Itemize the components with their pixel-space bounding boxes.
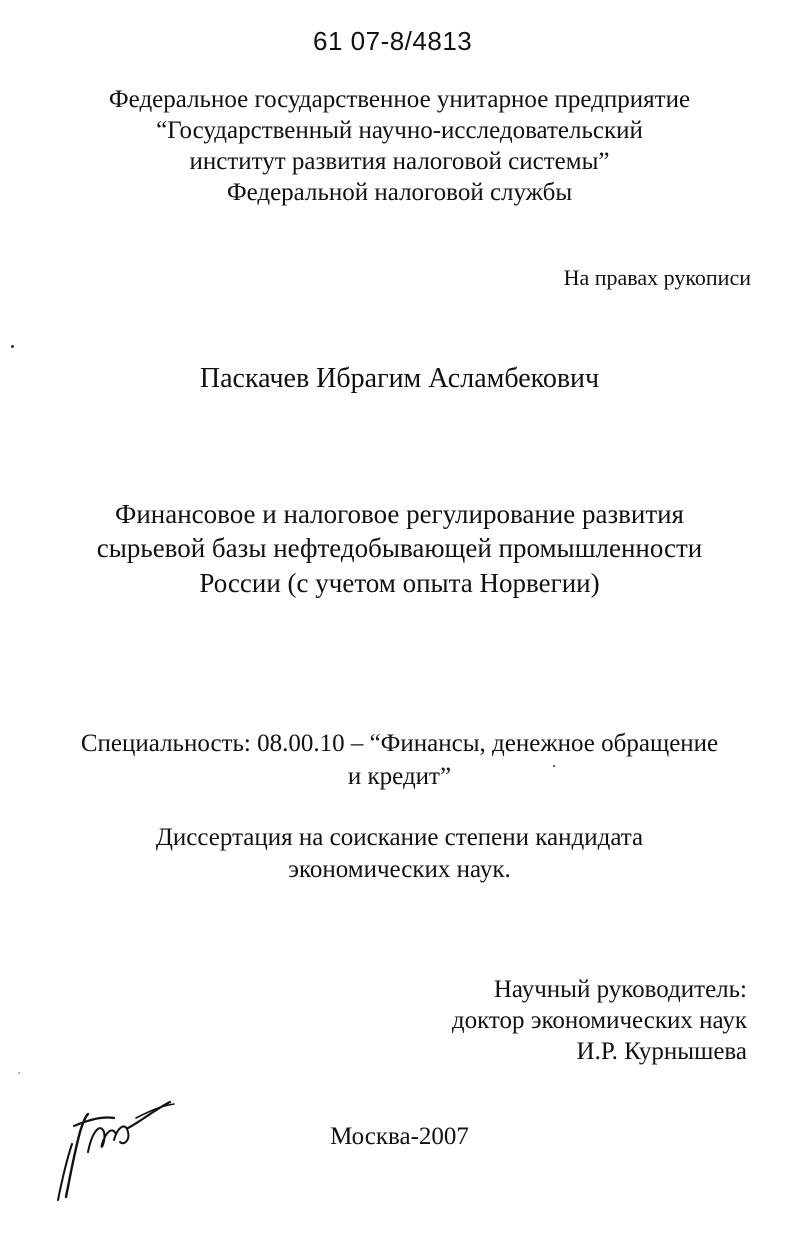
organization-line-4: Федеральной налоговой службы xyxy=(226,179,573,206)
registry-code: 61 07-8/4813 xyxy=(313,26,473,56)
title-line-2: сырьевой базы нефтедобывающей промышленности xyxy=(96,533,703,563)
organization-line-3: институт развития налоговой системы” xyxy=(189,148,610,175)
title-line-1: Финансовое и налоговое регулирование развития xyxy=(115,499,684,529)
specialty-line-1: Специальность: 08.00.10 – “Финансы, денежное обращение xyxy=(80,730,719,757)
scan-speck xyxy=(11,345,14,348)
organization-line-1: Федеральное государственное унитарное предприятие xyxy=(108,86,691,113)
scan-speck xyxy=(18,1072,20,1074)
manuscript-note: На правах рукописи xyxy=(563,265,751,290)
organization-line-2: “Государственный научно-исследовательский xyxy=(156,117,643,144)
title-line-3: России (с учетом опыта Норвегии) xyxy=(199,568,600,598)
scan-speck xyxy=(553,765,555,767)
handwritten-signature xyxy=(44,1092,184,1202)
specialty-line-2: и кредит” xyxy=(347,763,452,790)
dissertation-line-2: экономических наук. xyxy=(288,856,511,883)
supervisor-degree: доктор экономических наук xyxy=(451,1007,747,1034)
supervisor-label: Научный руководитель: xyxy=(493,976,747,1003)
supervisor-name: И.Р. Курнышева xyxy=(576,1038,747,1065)
dissertation-line-1: Диссертация на соискание степени кандидата xyxy=(155,824,644,851)
author-name: Паскачев Ибрагим Асламбекович xyxy=(199,363,600,394)
city-year: Москва-2007 xyxy=(330,1123,469,1150)
